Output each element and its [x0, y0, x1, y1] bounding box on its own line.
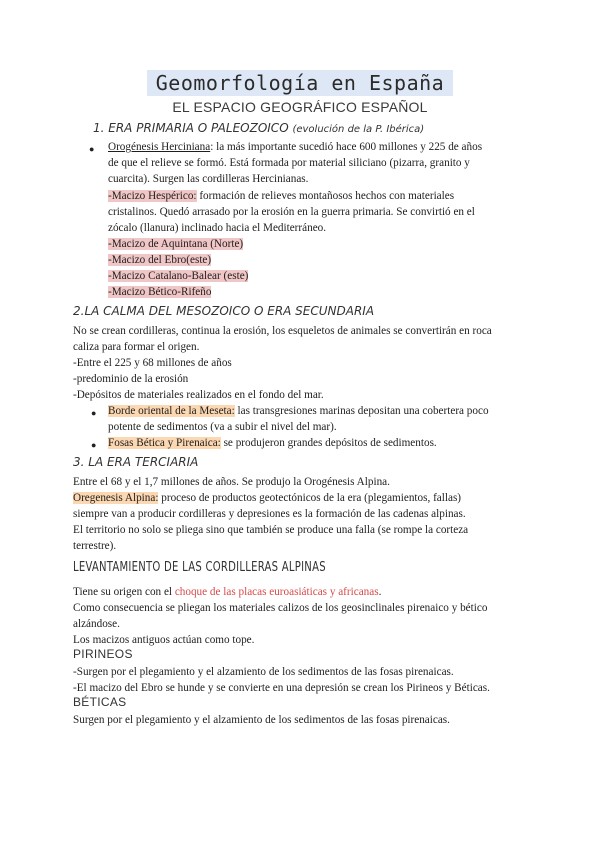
s3-term: Oregenesis Alpina: [73, 492, 159, 504]
s1-item1-term: Orogénesis Herciniana [108, 141, 211, 153]
s1-macizo-item: -Macizo de Aquintana (Norte) [108, 238, 244, 250]
s4-line1: Tiene su origen con el choque de las placas euroasiáticas y africanas. [73, 586, 382, 598]
s1-macizo-item: -Macizo del Ebro(este) [108, 254, 212, 266]
s4-line3: alzándose. [73, 618, 120, 630]
document-subtitle: EL ESPACIO GEOGRÁFICO ESPAÑOL [172, 99, 428, 115]
s3-line5: terrestre). [73, 540, 117, 552]
s3-line3: siempre van a producir cordilleras y depresiones es la formación de las cadenas alpinas. [73, 508, 466, 520]
bullet-icon: ● [89, 144, 95, 154]
pirineos-line2: -El macizo del Ebro se hunde y se convierte en una depresión se crean los Pirineos y Béticas. [73, 682, 490, 694]
s1-macizo-item: -Macizo Bético-Rifeño [108, 286, 212, 298]
s2-line4: -predominio de la erosión [73, 373, 189, 385]
s1-item1-line2: de que el relieve se formó. Está formada por material siliciano (pizarra, granito y [108, 157, 470, 169]
section3-heading: 3. LA ERA TERCIARIA [73, 455, 199, 469]
section1-heading-main: 1. ERA PRIMARIA O PALEOZOICO [93, 121, 293, 135]
document-title: Geomorfología en España [147, 70, 453, 96]
s3-line2: Oregenesis Alpina: proceso de productos geotectónicos de la era (plegamientos, fallas) [73, 492, 462, 504]
s1-item1-line3: cuarcita). Surgen las cordilleras Hercinianas. [108, 173, 309, 185]
section1-heading-note: (evolución de la P. Ibérica) [292, 124, 425, 135]
s2-line1: No se crean cordilleras, continua la erosión, los esqueletos de animales se convertirán en roca [73, 325, 492, 337]
s2-bullet1-line1: Borde oriental de la Meseta: las transgresiones marinas depositan una cobertera poco [108, 405, 489, 417]
s1-macizo-line3: zócalo (llanura) inclinado hacia el Mediterráneo. [108, 222, 327, 234]
s2-line2: caliza para formar el origen. [73, 341, 200, 353]
s2-line3: -Entre el 225 y 68 millones de años [73, 357, 232, 369]
bullet-icon: ● [91, 440, 97, 450]
s1-macizo-hesperico-line1: -Macizo Hespérico: formación de relieves montañosos hechos con materiales [108, 190, 455, 202]
pirineos-line1: -Surgen por el plegamiento y el alzamiento de los sedimentos de las fosas pirenaicas. [73, 666, 454, 678]
s4-line2: Como consecuencia se pliegan los materiales calizos de los geosinclinales pirenaico y bético [73, 602, 488, 614]
section4-heading: LEVANTAMIENTO DE LAS CORDILLERAS ALPINAS [73, 560, 326, 575]
s2-bullet2-term: Fosas Bética y Pirenaica: [108, 437, 221, 449]
section2-heading: 2.LA CALMA DEL MESOZOICO O ERA SECUNDARIA [73, 304, 375, 318]
section1-heading [93, 121, 424, 135]
s2-bullet1-line2: potente de sedimentos (va a subir el nivel del mar). [108, 421, 337, 433]
beticas-heading: BÉTICAS [73, 695, 127, 709]
s1-item1-line1: Orogénesis Herciniana: la más importante sucedió hace 600 millones y 225 de años [108, 141, 483, 153]
s1-macizo-hesperico-term: -Macizo Hespérico: [108, 190, 197, 202]
pirineos-heading: PIRINEOS [73, 647, 133, 661]
bullet-icon: ● [91, 408, 97, 418]
s2-bullet1-term: Borde oriental de la Meseta: [108, 405, 235, 417]
s3-line4: El territorio no solo se pliega sino que también se produce una falla (se rompe la corteza [73, 524, 469, 536]
s1-macizo-item: -Macizo Catalano-Balear (este) [108, 270, 249, 282]
s2-line5: -Depósitos de materiales realizados en el fondo del mar. [73, 389, 324, 401]
s4-highlight-red: choque de las placas euroasiáticas y africanas [174, 586, 379, 598]
beticas-line1: Surgen por el plegamiento y el alzamiento de los sedimentos de las fosas pirenaicas. [73, 714, 450, 726]
s2-bullet2-line1: Fosas Bética y Pirenaica: se produjeron grandes depósitos de sedimentos. [108, 437, 437, 449]
s4-line4: Los macizos antiguos actúan como tope. [73, 634, 255, 646]
s3-line1: Entre el 68 y el 1,7 millones de años. Se produjo la Orogénesis Alpina. [73, 476, 390, 488]
s1-macizo-line2: cristalinos. Quedó arrasado por la erosión en la guerra primaria. Se convirtió en el [108, 206, 475, 218]
